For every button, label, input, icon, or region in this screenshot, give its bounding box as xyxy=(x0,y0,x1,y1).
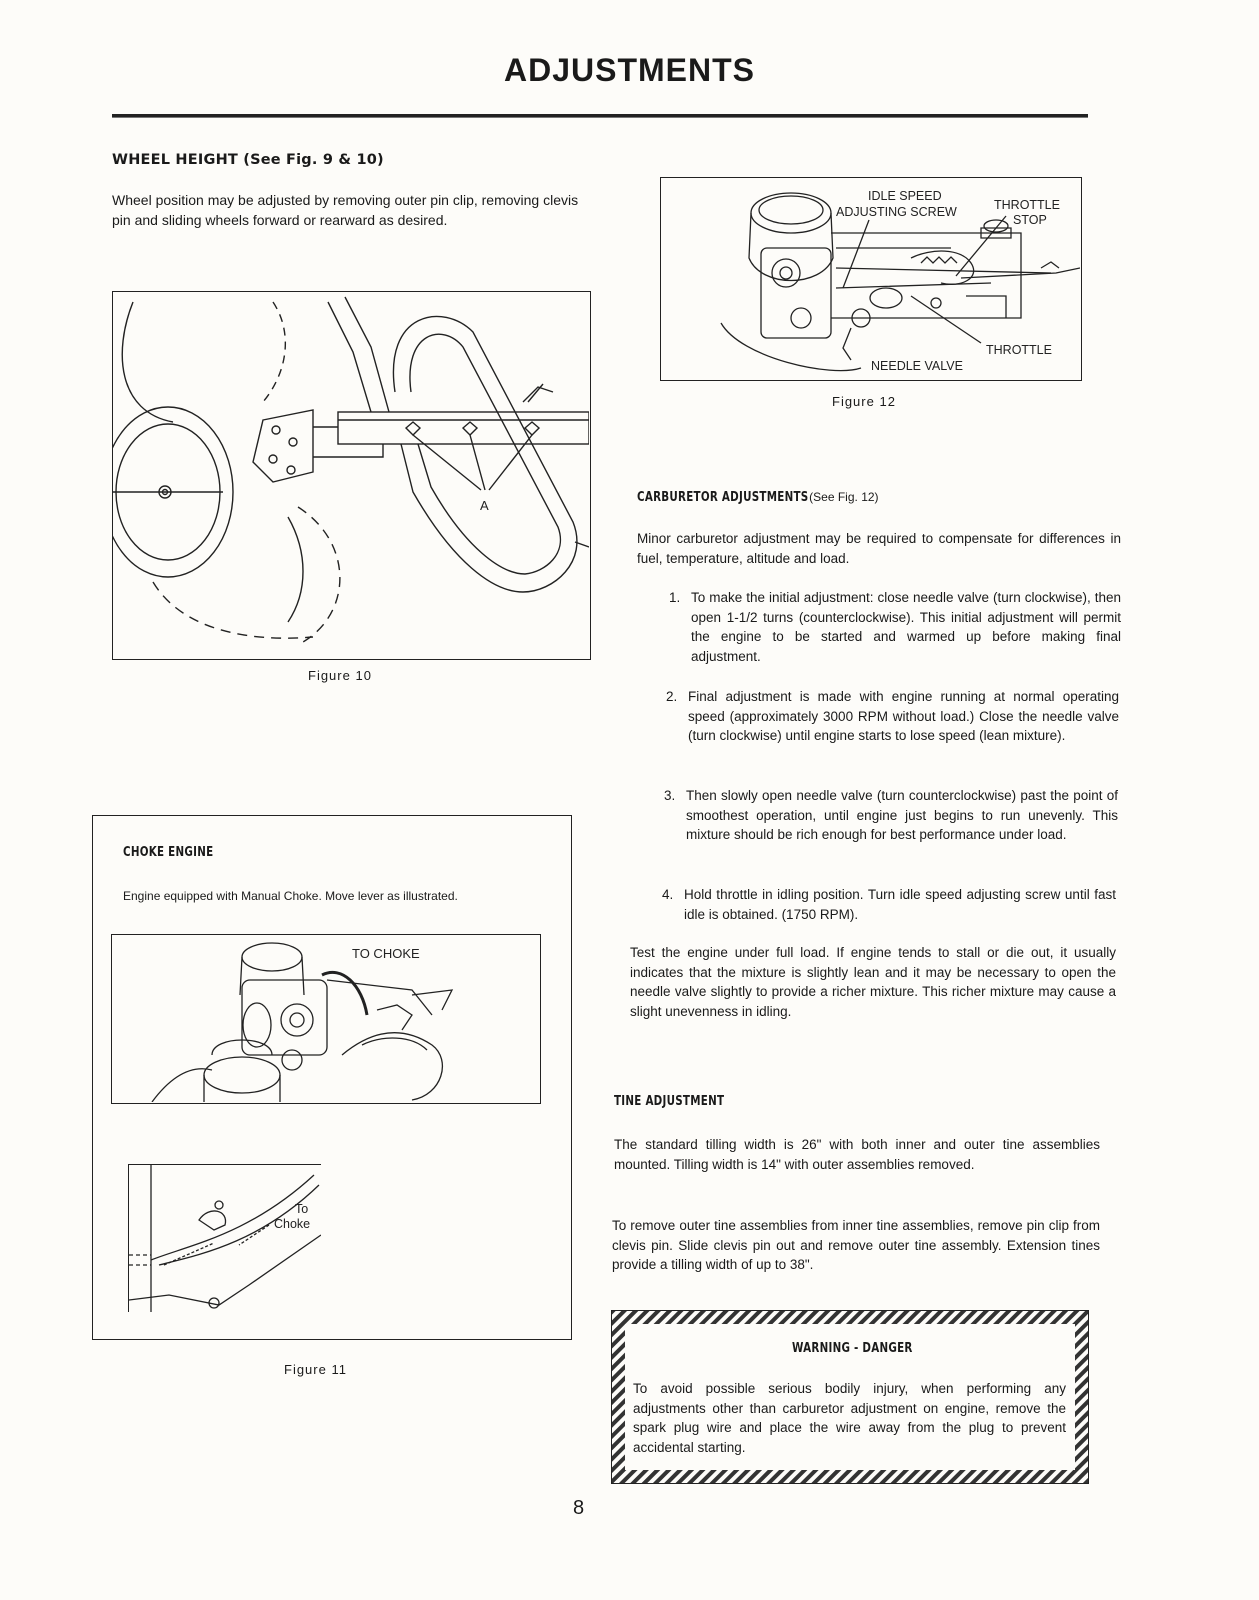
figure-12-label-needle: NEEDLE VALVE xyxy=(871,359,963,373)
wheel-height-body: Wheel position may be adjusted by removing outer pin clip, removing clevis pin and sliding wheels forward or rearward as desired. xyxy=(112,192,579,228)
page-title: ADJUSTMENTS xyxy=(503,52,755,88)
page-number: 8 xyxy=(573,1497,585,1519)
step-text: Then slowly open needle valve (turn counterclockwise) past the point of smoothest operation, until engine just begins to run unevenly. This mixture should be rich enough for best performance under load. xyxy=(686,788,1118,842)
choke-photo-2 xyxy=(128,1164,321,1312)
choke-control-drawing xyxy=(129,1165,321,1312)
carburetor-step-4 xyxy=(662,885,1116,924)
figure-12-label-throttle: THROTTLE xyxy=(986,343,1052,357)
tine-para-1: The standard tilling width is 26" with both inner and outer tine assemblies mounted. Tilling width is 14" with outer assemblies removed. xyxy=(614,1137,1100,1172)
choke-label-to: To xyxy=(295,1202,309,1216)
carburetor-intro: Minor carburetor adjustment may be required to compensate for differences in fuel, temperature, altitude and load. xyxy=(637,531,1121,566)
warning-content xyxy=(625,1324,1075,1470)
carburetor-step-1 xyxy=(669,588,1121,666)
step-text: To make the initial adjustment: close needle valve (turn clockwise), then open 1-1/2 turns (counterclockwise). This initial adjustment will permit the engine to be started and warmed up before making final adjustment. xyxy=(691,590,1121,664)
step-number: 1. xyxy=(669,590,681,605)
warning-box xyxy=(611,1310,1089,1484)
step-number: 2. xyxy=(666,689,678,704)
choke-label-choke: Choke xyxy=(274,1217,311,1231)
step-number: 3. xyxy=(664,788,676,803)
carburetor-step-2 xyxy=(666,687,1119,746)
warning-heading: WARNING - DANGER xyxy=(792,1340,913,1356)
figure-12-caption: Figure 12 xyxy=(832,394,896,409)
step-text: Hold throttle in idling position. Turn idle speed adjusting screw until fast idle is obtained. (1750 RPM). xyxy=(684,887,1116,922)
figure-11-caption: Figure 11 xyxy=(284,1362,347,1377)
carburetor-drawing xyxy=(661,178,1080,379)
carburetor-heading-row xyxy=(637,488,913,506)
carburetor-heading-ref: (See Fig. 12) xyxy=(809,490,879,504)
carburetor-step-3 xyxy=(664,786,1118,845)
title-divider xyxy=(112,114,1088,118)
choke-heading: CHOKE ENGINE xyxy=(123,844,214,860)
step-number: 4. xyxy=(662,887,674,902)
figure-12-label-throttle-stop-2: STOP xyxy=(1013,213,1047,227)
carburetor-test-paragraph: Test the engine under full load. If engine tends to stall or die out, it usually indicates that the mixture is slightly lean and it may be necessary to open the needle valve slightly to provide a richer mixture. This richer mixture may cause a slight unevenness in idling. xyxy=(630,945,1116,1019)
carburetor-heading: CARBURETOR ADJUSTMENTS xyxy=(637,489,809,505)
warning-body: To avoid possible serious bodily injury, when performing any adjustments other than carburetor adjustment on engine, remove the spark plug wire and place the wire away from the plug to prevent accidental starting. xyxy=(633,1381,1066,1455)
tine-para-2: To remove outer tine assemblies from inner tine assemblies, remove pin clip from clevis pin. Slide clevis pin out and remove outer tine assembly. Extension tines provide a tilling width of up to 38". xyxy=(612,1218,1100,1272)
figure-12-label-idle-1: IDLE SPEED xyxy=(868,189,942,203)
step-text: Final adjustment is made with engine running at normal operating speed (approximately 3000 RPM without load.) Close the needle valve (turn clockwise) until engine starts to lose speed (lean mixture). xyxy=(688,689,1119,743)
choke-photo-1 xyxy=(111,934,541,1104)
figure-10-caption: Figure 10 xyxy=(308,668,372,683)
figure-12-label-idle-2: ADJUSTING SCREW xyxy=(836,205,957,219)
figure-12-label-throttle-stop-1: THROTTLE xyxy=(994,198,1060,212)
tine-heading: TINE ADJUSTMENT xyxy=(614,1093,725,1109)
choke-lever-photo xyxy=(112,935,539,1102)
figure-12-illustration xyxy=(660,177,1082,381)
choke-body: Engine equipped with Manual Choke. Move lever as illustrated. xyxy=(123,889,458,903)
figure-10-label-a: A xyxy=(480,498,489,513)
choke-engine-box xyxy=(92,815,572,1340)
tiller-wheel-drawing xyxy=(113,292,589,658)
wheel-height-heading: WHEEL HEIGHT (See Fig. 9 & 10) xyxy=(112,152,384,168)
figure-10-illustration xyxy=(112,291,591,660)
choke-label-to-choke: TO CHOKE xyxy=(352,946,420,961)
